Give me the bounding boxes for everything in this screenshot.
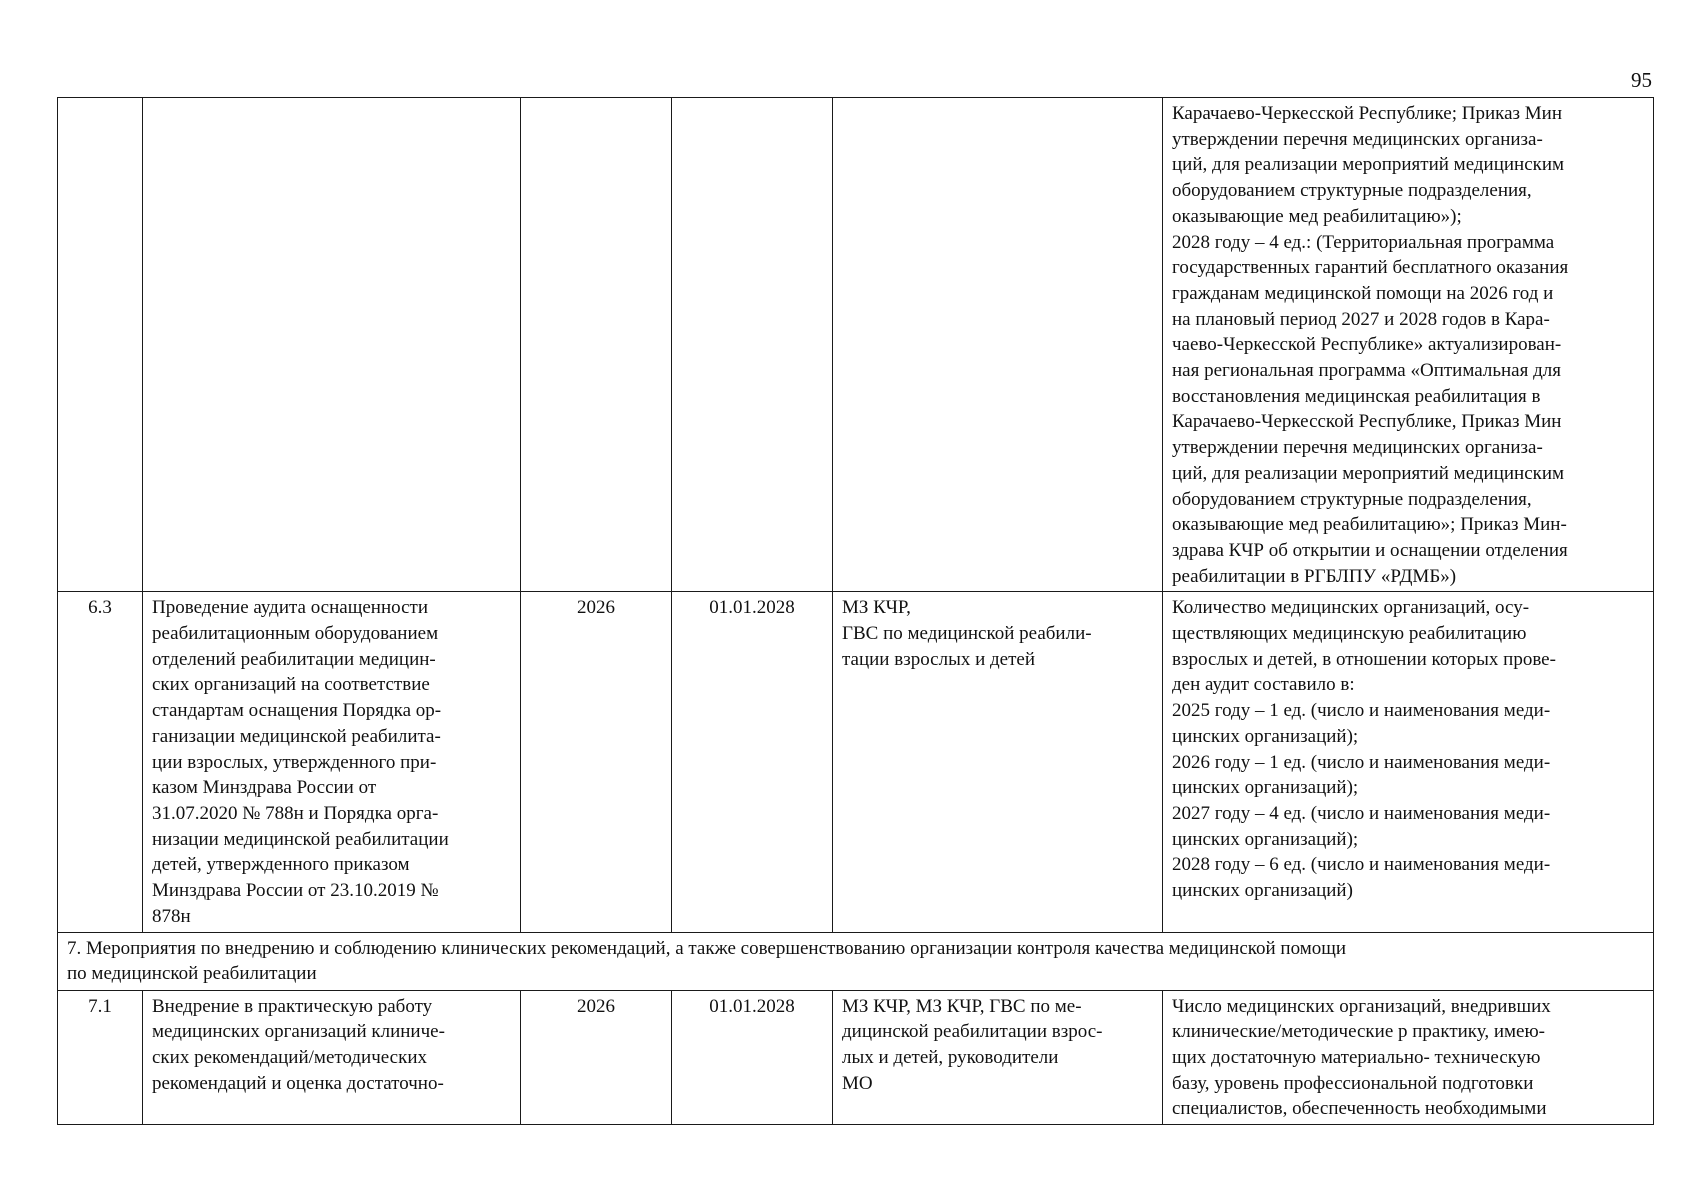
text-line: ществляющих медицинскую реабилитацию: [1172, 623, 1527, 645]
text-line: оказывающие мед реабилитацию»);: [1172, 205, 1462, 227]
page-number: 95: [1631, 68, 1652, 92]
result-cell: [1163, 98, 1654, 592]
text-line: Карачаево-Черкесской Республике, Приказ Мин: [1172, 411, 1562, 433]
text-line: на плановый период 2027 и 2028 годов в Кара-: [1172, 308, 1550, 330]
end-date-cell: 01.01.2028: [672, 990, 833, 1125]
start-year-cell: [521, 98, 672, 592]
text-line: здрава КЧР об открытии и оснащении отделения: [1172, 539, 1568, 561]
text-line: реабилитационным оборудованием: [152, 623, 439, 645]
text-line: клинические/методические р практику, имею-: [1172, 1021, 1546, 1043]
text-line: цинских организаций);: [1172, 828, 1359, 850]
text-line: 7. Мероприятия по внедрению и соблюдению клинических рекомендаций, а также совершенствованию организации контроля качества медицинской помощи: [67, 937, 1347, 959]
text-line: дицинской реабилитации взрос-: [842, 1021, 1103, 1043]
activities-table: [57, 97, 1654, 1125]
responsible-cell: [833, 98, 1163, 592]
number-cell: 7.1: [58, 990, 143, 1125]
text-line: Проведение аудита оснащенности: [152, 597, 428, 619]
number-cell: 6.3: [58, 592, 143, 932]
text-line: ГВС по медицинской реабили-: [842, 623, 1092, 645]
number-cell: [58, 98, 143, 592]
text-line: ских рекомендаций/методических: [152, 1046, 428, 1068]
text-line: 2028 году – 6 ед. (число и наименования меди-: [1172, 854, 1551, 876]
text-line: утверждении перечня медицинских организа-: [1172, 437, 1543, 459]
activity-cell: [143, 592, 521, 932]
text-line: низации медицинской реабилитации: [152, 828, 449, 850]
section-heading-row: [58, 932, 1654, 990]
text-line: 878н: [152, 905, 191, 927]
text-line: МЗ КЧР,: [842, 597, 911, 619]
text-line: базу, уровень профессиональной подготовки: [1172, 1072, 1534, 1094]
section-heading: [58, 932, 1654, 990]
activity-cell: [143, 98, 521, 592]
text-line: ции взрослых, утвержденного при-: [152, 751, 437, 773]
end-date-cell: 01.01.2028: [672, 592, 833, 932]
text-line: чаево-Черкесской Республике» актуализирован-: [1172, 334, 1562, 356]
start-year-cell: 2026: [521, 990, 672, 1125]
text-line: Внедрение в практическую работу: [152, 995, 433, 1017]
table-row: [58, 990, 1654, 1125]
text-line: оказывающие мед реабилитацию»; Приказ Мин-: [1172, 514, 1567, 536]
result-cell: [1163, 592, 1654, 932]
text-line: 2027 году – 4 ед. (число и наименования меди-: [1172, 802, 1551, 824]
responsible-cell: [833, 592, 1163, 932]
table-row: [58, 592, 1654, 932]
text-line: ций, для реализации мероприятий медицинским: [1172, 154, 1565, 176]
text-line: стандартам оснащения Порядка ор-: [152, 700, 442, 722]
text-line: рекомендаций и оценка достаточно-: [152, 1072, 444, 1094]
start-year-cell: 2026: [521, 592, 672, 932]
text-line: 31.07.2020 № 788н и Порядка орга-: [152, 802, 439, 824]
activity-cell: [143, 990, 521, 1125]
text-line: государственных гарантий бесплатного оказания: [1172, 257, 1569, 279]
text-line: реабилитации в РГБЛПУ «РДМБ»): [1172, 565, 1457, 587]
text-line: Число медицинских организаций, внедривших: [1172, 995, 1551, 1017]
text-line: тации взрослых и детей: [842, 648, 1036, 670]
text-line: оборудованием структурные подразделения,: [1172, 488, 1532, 510]
text-line: по медицинской реабилитации: [67, 963, 317, 985]
end-date-cell: [672, 98, 833, 592]
text-line: лых и детей, руководители: [842, 1046, 1059, 1068]
text-line: МЗ КЧР, МЗ КЧР, ГВС по ме-: [842, 995, 1082, 1017]
text-line: Количество медицинских организаций, осу-: [1172, 597, 1530, 619]
text-line: детей, утвержденного приказом: [152, 854, 410, 876]
text-line: 2025 году – 1 ед. (число и наименования меди-: [1172, 700, 1551, 722]
text-line: отделений реабилитации медицин-: [152, 648, 436, 670]
text-line: цинских организаций);: [1172, 725, 1359, 747]
text-line: ная региональная программа «Оптимальная для: [1172, 360, 1561, 382]
text-line: щих достаточную материально- техническую: [1172, 1046, 1541, 1068]
text-line: специалистов, обеспеченность необходимыми: [1172, 1098, 1547, 1120]
text-line: цинских организаций);: [1172, 777, 1359, 799]
text-line: ций, для реализации мероприятий медицинским: [1172, 462, 1565, 484]
text-line: ганизации медицинской реабилита-: [152, 725, 441, 747]
text-line: восстановления медицинская реабилитация в: [1172, 385, 1541, 407]
text-line: утверждении перечня медицинских организа-: [1172, 128, 1543, 150]
text-line: оборудованием структурные подразделения,: [1172, 180, 1532, 202]
text-line: ских организаций на соответствие: [152, 674, 430, 696]
text-line: гражданам медицинской помощи на 2026 год и: [1172, 282, 1554, 304]
table-row: [58, 98, 1654, 592]
text-line: 2026 году – 1 ед. (число и наименования меди-: [1172, 751, 1551, 773]
result-cell: [1163, 990, 1654, 1125]
text-line: взрослых и детей, в отношении которых прове-: [1172, 648, 1556, 670]
responsible-cell: [833, 990, 1163, 1125]
text-line: ден аудит составило в:: [1172, 674, 1355, 696]
text-line: медицинских организаций клиниче-: [152, 1021, 445, 1043]
text-line: цинских организаций): [1172, 880, 1353, 902]
text-line: МО: [842, 1072, 873, 1094]
text-line: Минздрава России от 23.10.2019 №: [152, 880, 439, 902]
text-line: Карачаево-Черкесской Республике; Приказ Мин: [1172, 103, 1563, 124]
text-line: казом Минздрава России от: [152, 777, 377, 799]
text-line: 2028 году – 4 ед.: (Территориальная программа: [1172, 231, 1555, 253]
